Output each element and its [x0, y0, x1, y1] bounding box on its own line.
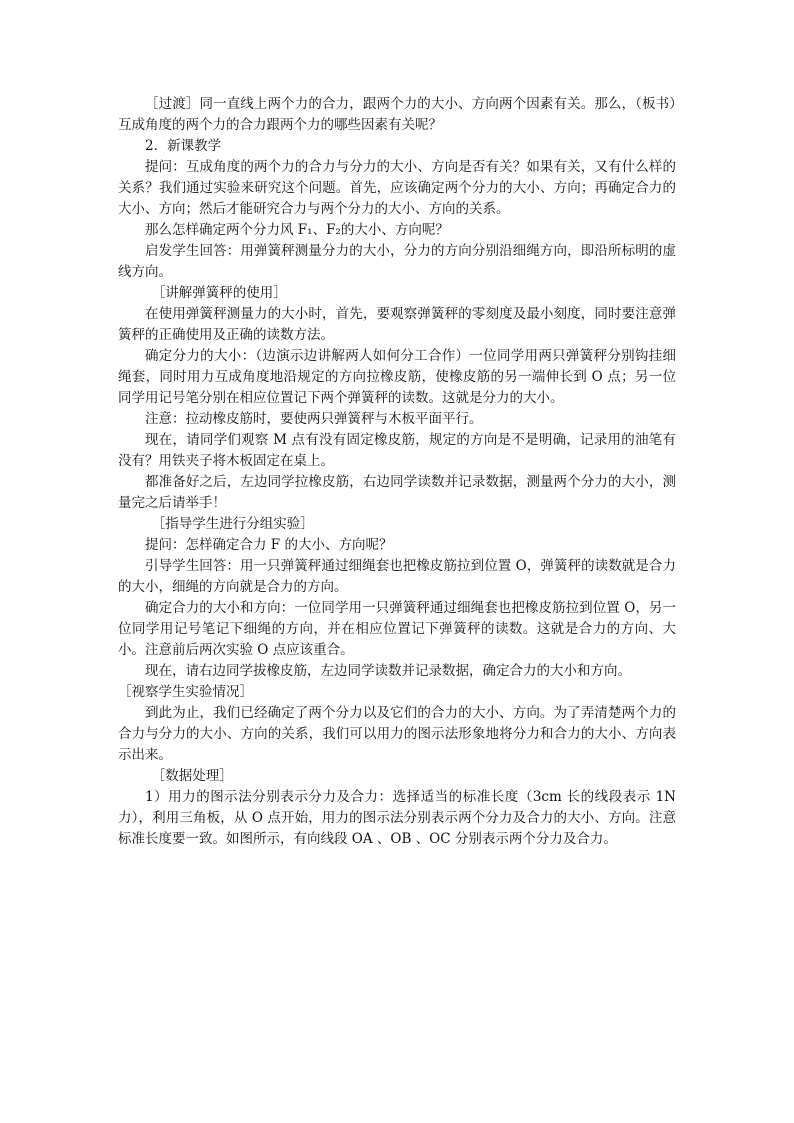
- paragraph-question-f1-f2: 那么怎样确定两个分力风 F₁、F₂的大小、方向呢？: [145, 222, 449, 238]
- section-label-spring-scale: ［讲解弹簧秤的使用］: [151, 285, 287, 301]
- paragraph-question-intro: 提问：互成角度的两个力的合力与分力的大小、方向是否有关？如果有关，又有什么样的关系？我们通过实验来研究这个问题。首先，应该确定两个分力的大小、方向；再确定合力的大小、方向；然后才能研究合力与两个分力的大小、方向的关系。: [118, 159, 676, 217]
- paragraph-transition: ［过渡］同一直线上两个力的合力，跟两个力的大小、方向两个因素有关。那么，（板书）互成角度的两个力的合力跟两个力的哪些因素有关呢？: [118, 96, 676, 133]
- paragraph-question-resultant: 提问：怎样确定合力 F 的大小、方向呢？: [145, 537, 393, 553]
- paragraph-determine-resultant: 确定合力的大小和方向：一位同学用一只弹簧秤通过细绳套也把橡皮筋拉到位置 O，另一位同学用记号笔记下细绳的方向，并在相应位置记下弹簧秤的读数。这就是合力的方向、大小。注意前后两次实验 O 点应该重合。: [118, 600, 676, 658]
- paragraph-determine-component-forces: 确定分力的大小：（边演示边讲解两人如何分工合作）一位同学用两只弹簧秤分别钩挂细绳套，同时用力互成角度地沿规定的方向拉橡皮筋，使橡皮筋的另一端伸长到 O 点；另一位同学用记号笔分别在相应位置记下两个弹簧秤的读数。这就是分力的大小。: [118, 348, 676, 406]
- paragraph-spring-scale-usage: 在使用弹簧秤测量力的大小时，首先，要观察弹簧秤的零刻度及最小刻度，同时要注意弹簧秤的正确使用及正确的读数方法。: [118, 306, 676, 343]
- section-heading-new-lesson: 2．新课教学: [145, 138, 222, 154]
- section-label-inspect-experiment: ［视察学生实验情况］: [118, 684, 253, 700]
- paragraph-summary: 到此为止，我们已经确定了两个分力以及它们的合力的大小、方向。为了弄清楚两个力的合力与分力的大小、方向的关系，我们可以用力的图示法形象地将分力和合力的大小、方向表示出来。: [118, 705, 676, 763]
- paragraph-measure-components: 都准备好之后，左边同学拉橡皮筋，右边同学读数并记录数据，测量两个分力的大小，测量完之后请举手！: [118, 474, 676, 511]
- paragraph-observe-m-point: 现在，请同学们观察 M 点有没有固定橡皮筋，规定的方向是不是明确，记录用的油笔有没有？用铁夹子将木板固定在桌上。: [118, 432, 676, 469]
- paragraph-force-diagram-method: 1）用力的图示法分别表示分力及合力：选择适当的标准长度（3cm 长的线段表示 1N 力），利用三角板，从 O 点开始，用力的图示法分别表示两个分力及合力的大小、方向。注意标准长度要一致。如图所示，有向线段 OA 、OB 、OC 分别表示两个分力及合力。: [118, 789, 676, 847]
- paragraph-note-parallel: 注意：拉动橡皮筋时，要使两只弹簧秤与木板平面平行。: [145, 411, 483, 427]
- document-body: [118, 94, 676, 850]
- section-label-data-processing: ［数据处理］: [151, 768, 233, 784]
- paragraph-measure-resultant: 现在，请右边同学拔橡皮筋，左边同学读数并记录数据，确定合力的大小和方向。: [145, 663, 631, 679]
- paragraph-guided-answer: 引导学生回答：用一只弹簧秤通过细绳套也把橡皮筋拉到位置 O，弹簧秤的读数就是合力的大小，细绳的方向就是合力的方向。: [118, 558, 676, 595]
- section-label-group-experiment: ［指导学生进行分组实验］: [151, 516, 314, 532]
- paragraph-student-answer: 启发学生回答：用弹簧秤测量分力的大小，分力的方向分别沿细绳方向，即沿所标明的虚线方向。: [118, 243, 676, 280]
